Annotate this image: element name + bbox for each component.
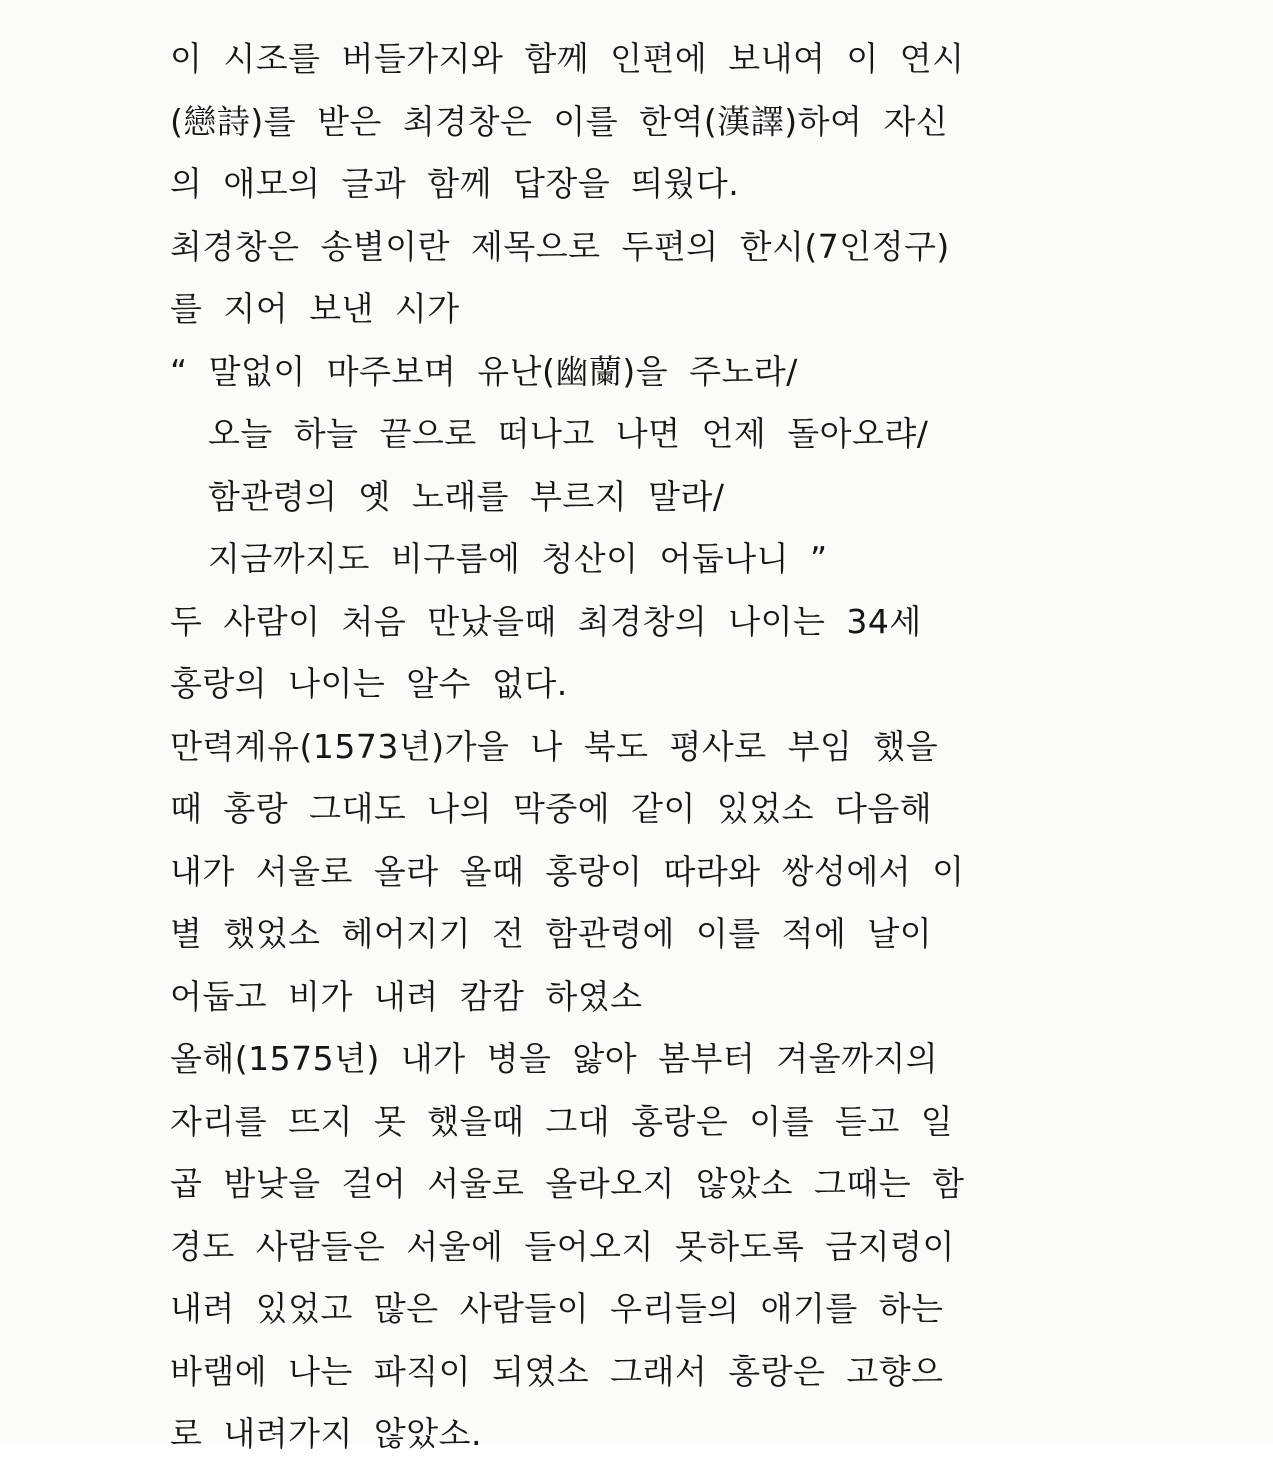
text-line: 올해(1575년) 내가 병을 앓아 봄부터 겨울까지의 (170, 1039, 939, 1078)
text-line: 만력계유(1573년)가을 나 북도 평사로 부임 했을 (170, 726, 939, 766)
text-line: 의 애모의 글과 함께 답장을 띄웠다. (170, 164, 740, 203)
text-line: 바램에 나는 파직이 되였소 그래서 홍랑은 고향으 (170, 1351, 944, 1391)
body-text (170, 28, 1070, 1466)
text-line: 때 홍랑 그대도 나의 막중에 같이 있었소 다음해 (170, 789, 933, 828)
poem-line: “ 말없이 마주보며 유난(幽蘭)을 주노라/ (170, 351, 798, 391)
text-line: 내려 있었고 많은 사람들이 우리들의 애기를 하는 (170, 1289, 944, 1328)
text-line: 를 지어 보낸 시가 (170, 289, 460, 328)
text-line: 곱 밤낮을 걸어 서울로 올라오지 않았소 그때는 함 (170, 1164, 965, 1203)
text-line: 홍랑의 나이는 알수 없다. (170, 664, 568, 703)
text-line: 어둡고 비가 내려 캄캄 하였소 (170, 976, 643, 1016)
text-line: 경도 사람들은 서울에 들어오지 못하도록 금지령이 (170, 1226, 955, 1266)
text-line: 자리를 뜨지 못 했을때 그대 홍랑은 이를 듣고 일 (170, 1101, 954, 1141)
text-line: 최경창은 송별이란 제목으로 두편의 한시(7인정구) (170, 226, 950, 266)
poem-line: 지금까지도 비구름에 청산이 어둡나니 ” (208, 539, 828, 578)
text-line: (戀詩)를 받은 최경창은 이를 한역(漢譯)하여 자신 (170, 101, 949, 141)
text-line: 두 사람이 처음 만났을때 최경창의 나이는 34세 (170, 601, 922, 641)
text-line: 로 내려가지 않았소. (170, 1414, 482, 1453)
poem-line: 오늘 하늘 끝으로 떠나고 나면 언제 돌아오랴/ (208, 414, 929, 453)
poem-line: 함관령의 옛 노래를 부르지 말라/ (208, 476, 725, 516)
text-line: 내가 서울로 올라 올때 홍랑이 따라와 쌍성에서 이 (170, 851, 965, 891)
text-line: 별 했었소 헤어지기 전 함관령에 이를 적에 날이 (170, 914, 933, 953)
text-line: 이 시조를 버들가지와 함께 인편에 보내여 이 연시 (170, 39, 965, 78)
